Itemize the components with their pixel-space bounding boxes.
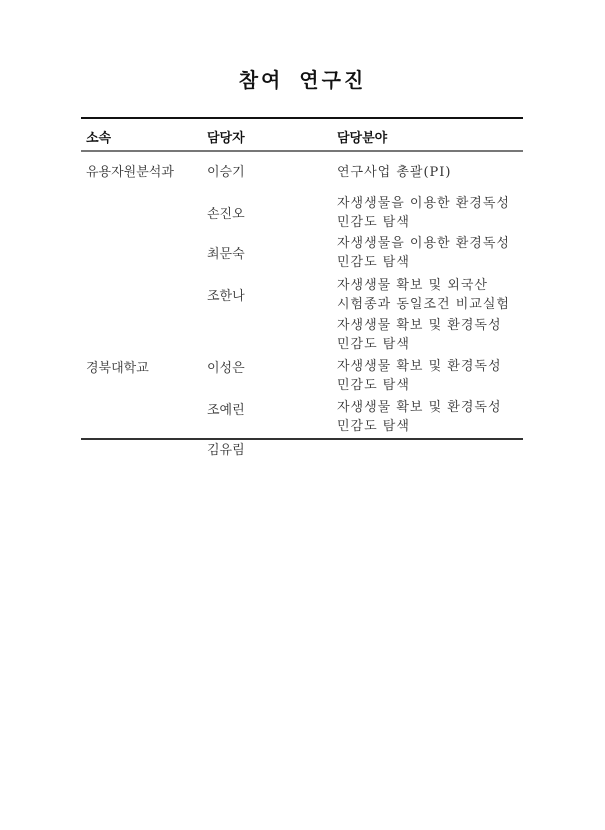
header-person: 담당자: [207, 131, 245, 146]
header-affiliation: 소속: [86, 131, 112, 146]
person-cell: 조한나: [207, 289, 245, 304]
page-title: 참여 연구진: [238, 68, 367, 92]
field-line: 자생생물을 이용한 환경독성: [337, 236, 510, 251]
field-line: 자생생물 확보 및 환경독성: [337, 359, 502, 374]
field-line: 민감도 탐색: [337, 255, 410, 270]
field-cell: [337, 398, 502, 436]
affiliation-cell: 경북대학교: [86, 361, 149, 376]
field-line: 민감도 탐색: [337, 337, 410, 352]
research-team-table: [81, 117, 523, 458]
table-body: [81, 152, 523, 458]
header-field: 담당분야: [337, 131, 388, 146]
person-cell: 김유림: [207, 443, 245, 458]
field-line: 자생생물 확보 및 외국산: [337, 278, 488, 293]
field-cell: [337, 234, 510, 272]
person-cell: 조예린: [207, 403, 245, 418]
affiliation-cell: 유용자원분석과: [86, 165, 174, 180]
field-cell: [337, 316, 502, 354]
field-line: 민감도 탐색: [337, 419, 410, 434]
person-cell: 최문숙: [207, 247, 245, 262]
field-cell: [337, 163, 452, 182]
person-cell: 이승기: [207, 165, 245, 180]
field-line: 자생생물 확보 및 환경독성: [337, 318, 502, 333]
field-line: 민감도 탐색: [337, 378, 410, 393]
field-cell: [337, 194, 510, 232]
table-header: [81, 119, 523, 152]
field-line: 연구사업 총괄(PI): [337, 165, 452, 180]
field-line: 민감도 탐색: [337, 215, 410, 230]
field-cell: [337, 357, 502, 395]
field-cell: [337, 276, 510, 314]
field-line: 시험종과 동일조건 비교실험: [337, 297, 510, 312]
field-line: 자생생물을 이용한 환경독성: [337, 196, 510, 211]
field-line: 자생생물 확보 및 환경독성: [337, 400, 502, 415]
person-cell: 이성은: [207, 361, 245, 376]
person-cell: 손진오: [207, 207, 245, 222]
